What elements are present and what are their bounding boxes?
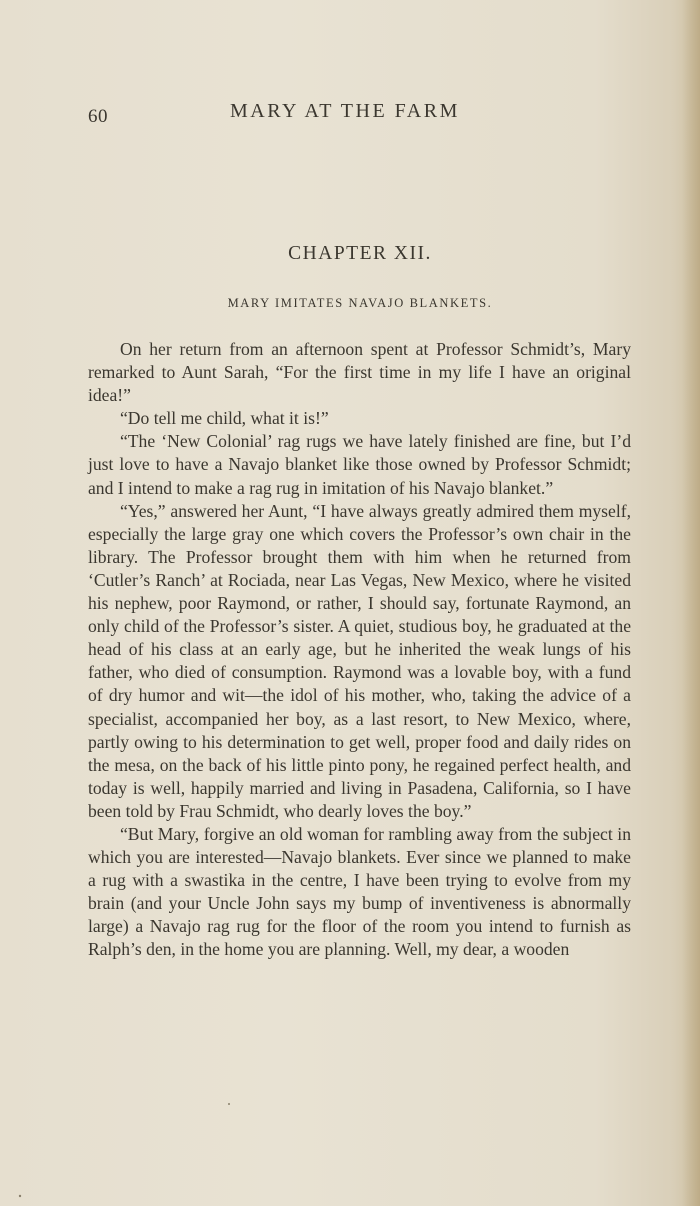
paragraph: “Do tell me child, what it is!” — [120, 408, 329, 429]
paragraph: On her return from an afternoon spent at Professor Schmidt’s, Mary remarked to Aunt Sarah, “For the first time in my life I have an original idea!” — [88, 339, 631, 406]
running-title: MARY AT THE FARM — [230, 100, 460, 122]
paragraph: “But Mary, forgive an old woman for rambling away from the subject in which you are interested—Navajo blankets. Ever since we planned to make a rug with a swastika in the centre, I have been trying to evolve from my brain (and your Uncle John says my bump of inventiveness is abnormally large) a Navajo rag rug for the floor of the room you intend to furnish as Ralph’s den, in the home you are planning. Well, my dear, a wooden — [88, 823, 631, 960]
chapter-title: CHAPTER XII. — [288, 243, 432, 264]
chapter-subtitle: MARY IMITATES NAVAJO BLANKETS. — [227, 296, 493, 310]
page-number: 60 — [88, 106, 108, 127]
paragraph: “The ‘New Colonial’ rag rugs we have lately finished are fine, but I’d just love to have a Navajo blanket like those owned by Professor Schmidt; and I intend to make a rag rug in imitation of his Navajo blanket.” — [88, 431, 631, 498]
paragraph: “Yes,” answered her Aunt, “I have always greatly admired them myself, especially the large gray one which covers the Professor’s own chair in the library. The Professor brought them with him when he returned from ‘Cutler’s Ranch’ at Rociada, near Las Vegas, New Mexico, where he visited his nephew, poor Raymond, or rather, I should say, fortunate Raymond, an only child of the Professor’s sister. A quiet, studious boy, he graduated at the head of his class at an early age, but he inherited the weak lungs of his father, who died of consumption. Raymond was a lovable boy, with a fund of dry humor and wit—the idol of his mother, who, taking the advice of a specialist, accompanied her boy, as a last resort, to New Mexico, where, partly owing to his determination to get well, proper food and daily rides on the mesa, on the back of his little pinto pony, he regained perfect health, and today is well, happily married and living in Pasadena, California, so I have been told by Frau Schmidt, who dearly loves the boy.” — [88, 500, 631, 821]
